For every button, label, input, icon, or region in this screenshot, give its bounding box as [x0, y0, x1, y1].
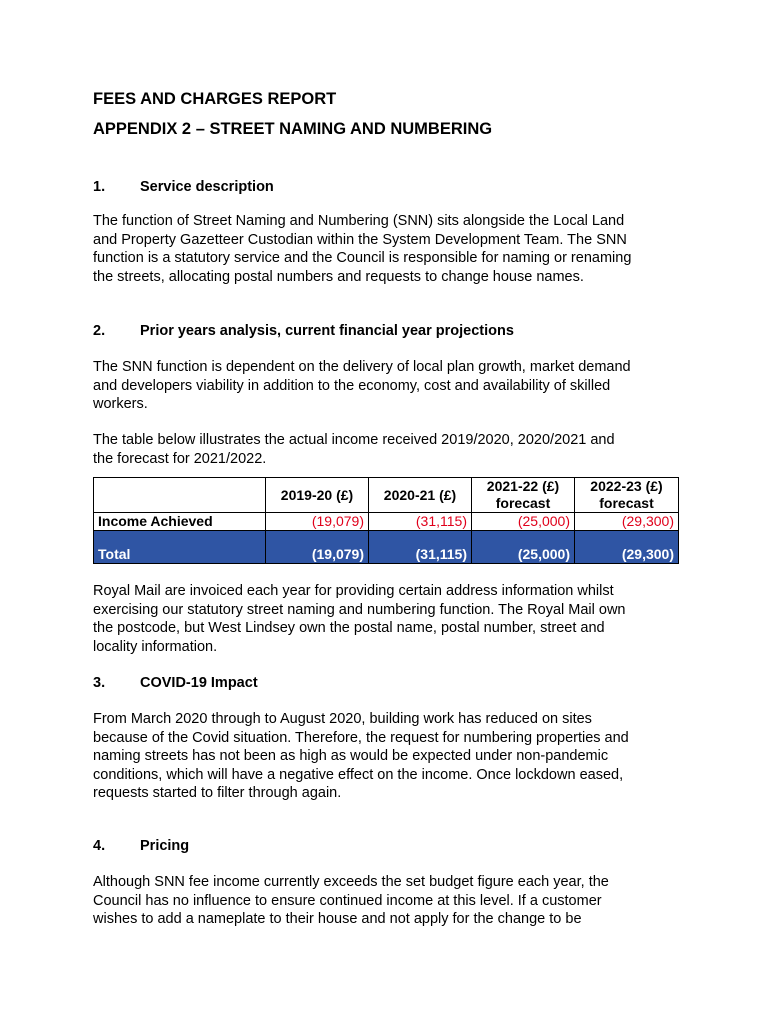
- text-line: conditions, which will have a negative effect on the income. Once lockdown eased,: [93, 766, 624, 783]
- text-line: naming streets has not been as high as would be expected under non-pandemic: [93, 748, 609, 764]
- text-line: and Property Gazetteer Custodian within the System Development Team. The SNN: [93, 231, 627, 248]
- table-total-row: [94, 531, 679, 564]
- section-3-paragraph: [93, 710, 683, 803]
- table-cell: (19,079): [266, 513, 369, 531]
- section-3-heading: [93, 674, 258, 692]
- section-title: Pricing: [140, 838, 190, 854]
- section-number: 3.: [93, 675, 106, 691]
- section-2-heading: [93, 322, 514, 340]
- section-1-heading: [93, 178, 274, 196]
- table-header-row: [94, 478, 679, 513]
- total-cell: (25,000): [472, 531, 575, 564]
- section-number: 2.: [93, 323, 106, 339]
- total-cell: (29,300): [575, 531, 679, 564]
- income-table: [93, 477, 679, 564]
- text-line: the streets, allocating postal numbers and requests to change house names.: [93, 268, 584, 285]
- text-line: wishes to add a nameplate to their house and not apply for the change to be: [93, 911, 582, 927]
- text-line: requests started to filter through again.: [93, 785, 342, 801]
- section-2-paragraph-3: [93, 582, 683, 656]
- table-header-cell: 2021-22 (£) forecast: [472, 478, 575, 513]
- section-title: Prior years analysis, current financial year projections: [140, 323, 514, 339]
- text-line: workers.: [93, 396, 148, 412]
- total-cell: (31,115): [369, 531, 472, 564]
- appendix-title: APPENDIX 2 – STREET NAMING AND NUMBERING: [93, 120, 493, 138]
- table-cell: (31,115): [369, 513, 472, 531]
- section-title: Service description: [140, 179, 274, 195]
- table-header-cell: 2019-20 (£): [266, 478, 369, 513]
- table-row: [94, 513, 679, 531]
- text-line: function is a statutory service and the Council is responsible for naming or renaming: [93, 250, 632, 266]
- text-line: The table below illustrates the actual income received 2019/2020, 2020/2021 and: [93, 432, 615, 448]
- text-line: Although SNN fee income currently exceeds the set budget figure each year, the: [93, 874, 609, 890]
- table-header-empty: [94, 478, 266, 513]
- table-header-cell: 2022-23 (£) forecast: [575, 478, 679, 513]
- text-line: The function of Street Naming and Numbering (SNN) sits alongside the Local Land: [93, 213, 625, 229]
- table-cell: (25,000): [472, 513, 575, 531]
- text-line: the forecast for 2021/2022.: [93, 450, 267, 467]
- section-2-paragraph-2: [93, 431, 683, 468]
- table-cell: (29,300): [575, 513, 679, 531]
- text-line: exercising our statutory street naming and numbering function. The Royal Mail own: [93, 601, 626, 618]
- section-number: 1.: [93, 179, 106, 195]
- text-line: the postcode, but West Lindsey own the postal name, postal number, street and: [93, 620, 605, 636]
- row-label: Income Achieved: [94, 513, 266, 531]
- text-line: From March 2020 through to August 2020, building work has reduced on sites: [93, 711, 592, 727]
- report-title: FEES AND CHARGES REPORT: [93, 90, 337, 108]
- text-line: locality information.: [93, 638, 218, 655]
- text-line: Council has no influence to ensure continued income at this level. If a customer: [93, 892, 602, 909]
- total-cell: (19,079): [266, 531, 369, 564]
- section-number: 4.: [93, 838, 106, 854]
- text-line: because of the Covid situation. Therefore, the request for numbering properties and: [93, 729, 629, 746]
- total-label: Total: [94, 531, 266, 564]
- section-1-paragraph: [93, 212, 683, 286]
- table-header-cell: 2020-21 (£): [369, 478, 472, 513]
- section-4-heading: [93, 837, 189, 855]
- section-title: COVID-19 Impact: [140, 675, 258, 691]
- text-line: Royal Mail are invoiced each year for providing certain address information whilst: [93, 583, 614, 599]
- text-line: and developers viability in addition to the economy, cost and availability of skilled: [93, 377, 611, 394]
- section-2-paragraph-1: [93, 358, 683, 414]
- text-line: The SNN function is dependent on the delivery of local plan growth, market demand: [93, 359, 631, 375]
- section-4-paragraph: [93, 873, 683, 929]
